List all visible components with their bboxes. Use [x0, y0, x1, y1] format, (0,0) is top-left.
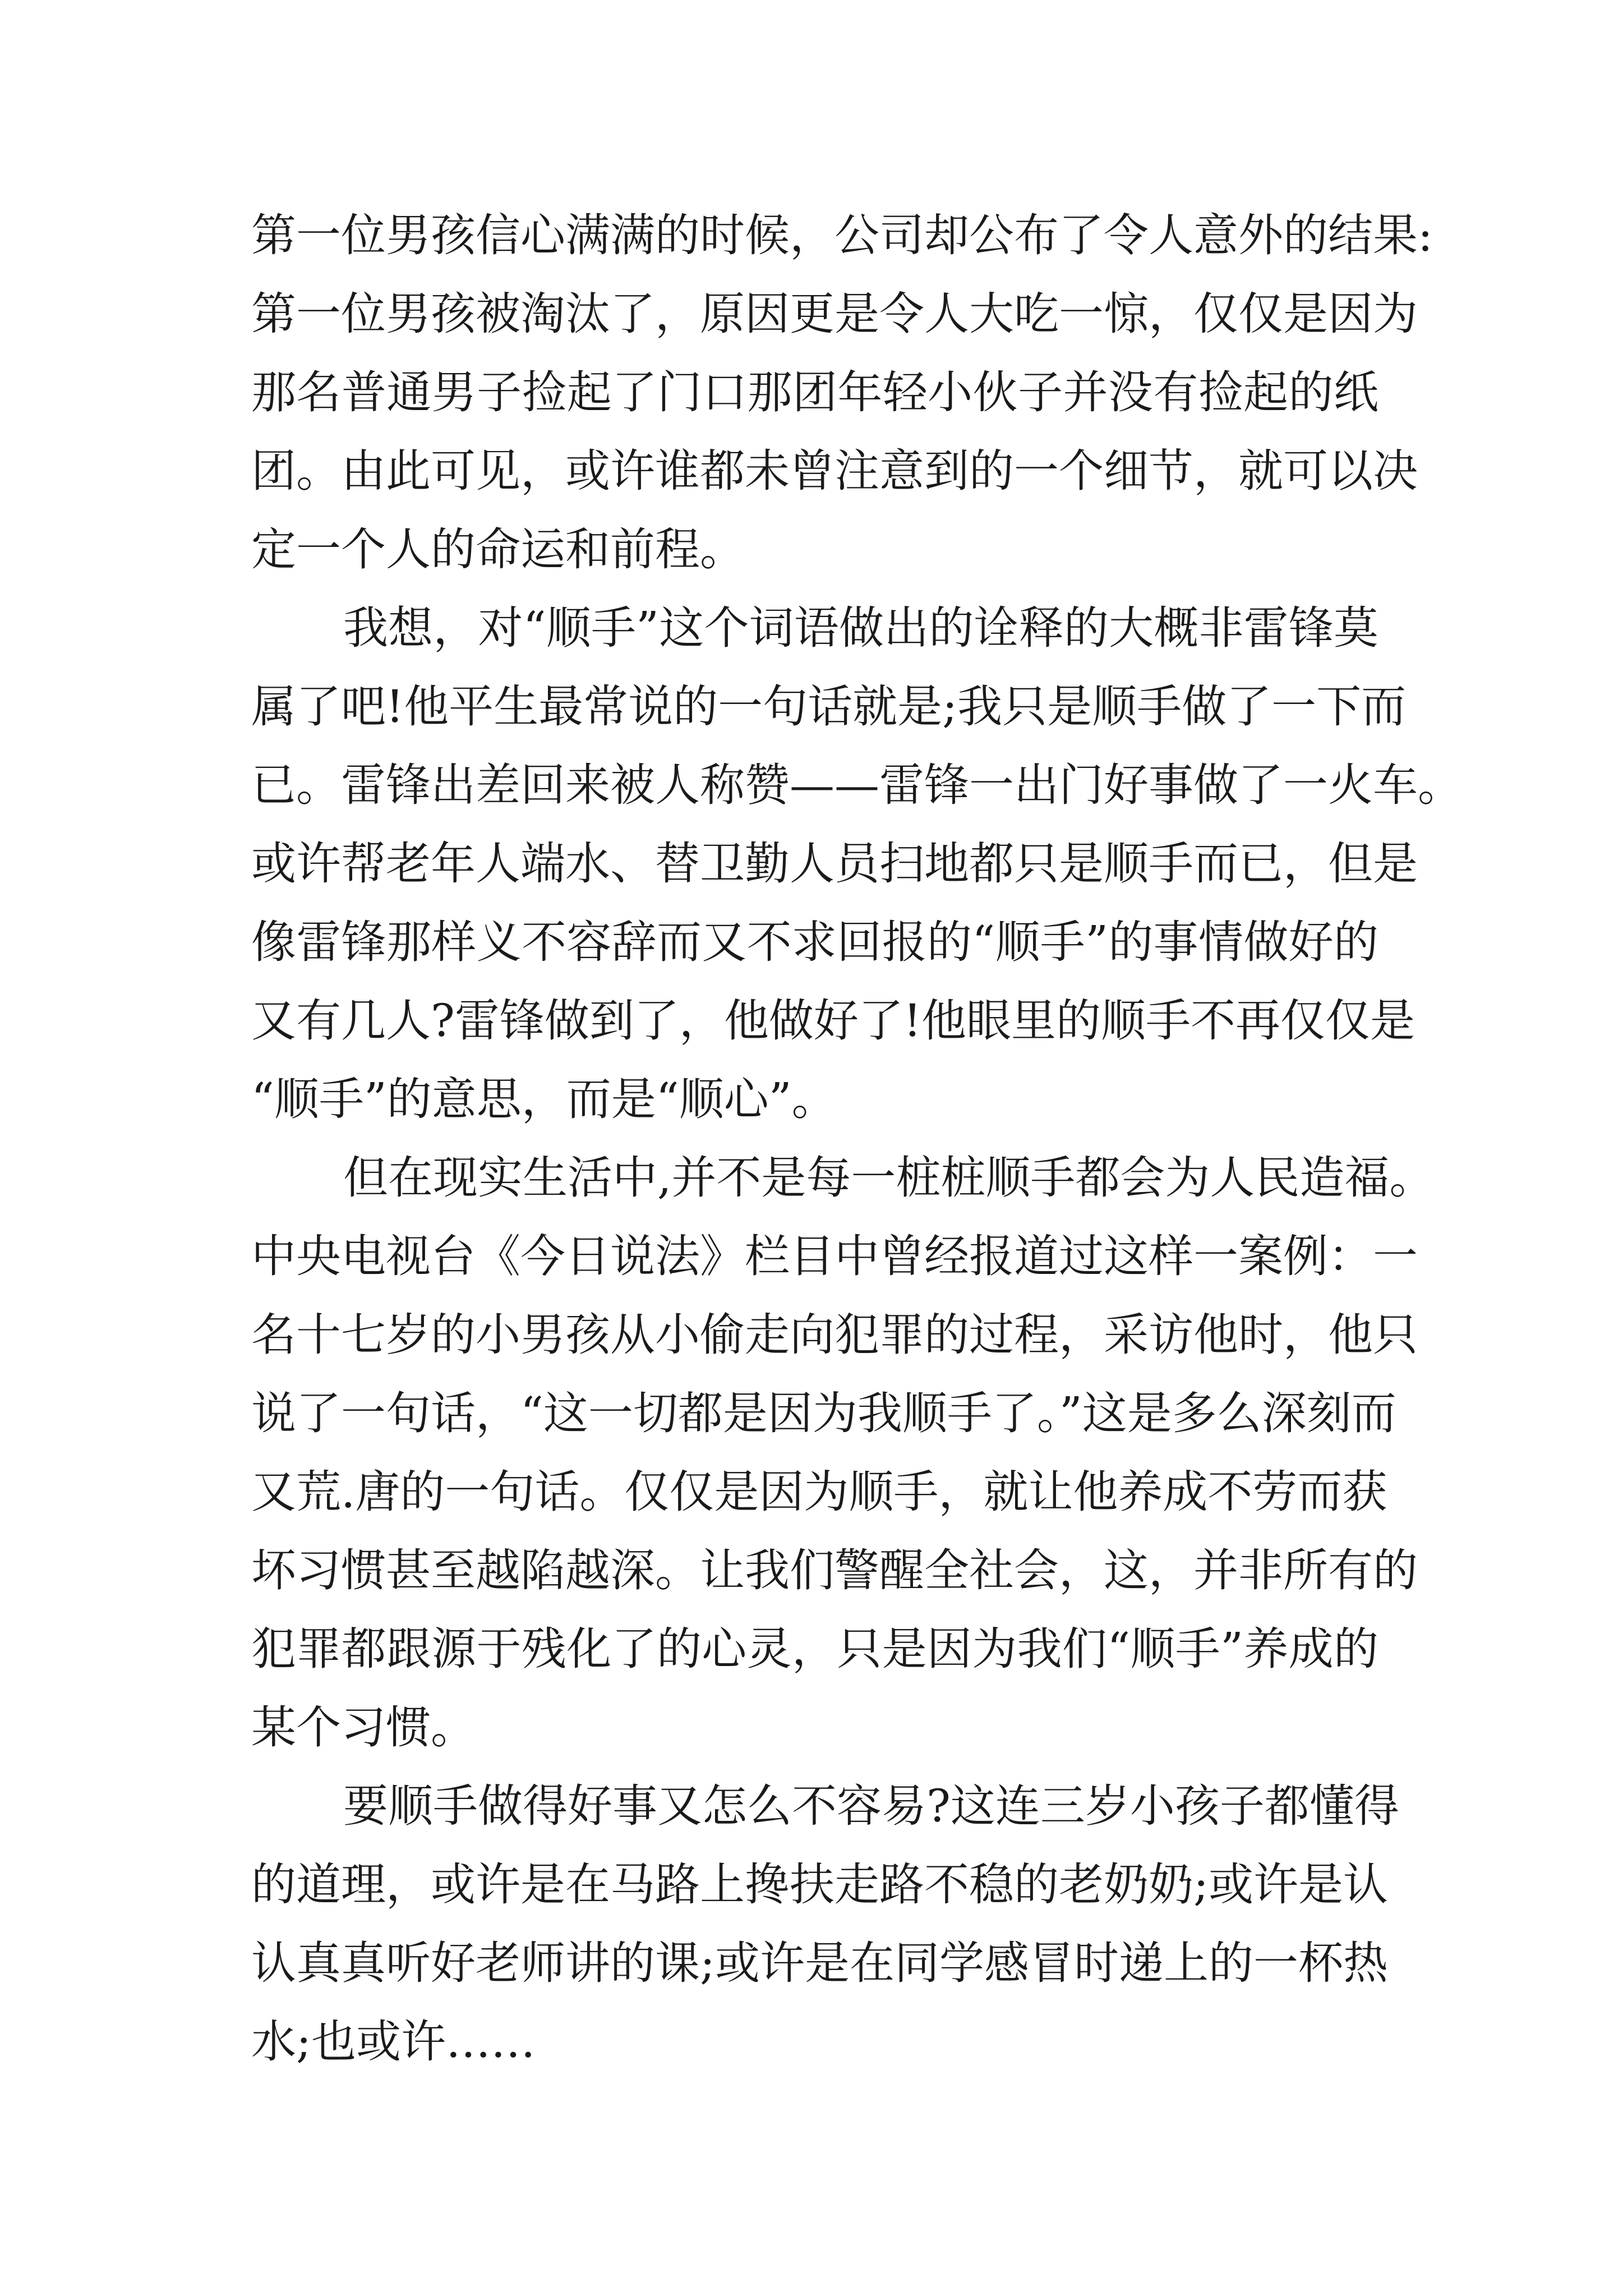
text-line: 又荒.唐的一句话。仅仅是因为顺手，就让他养成不劳而获 [251, 1466, 1387, 1518]
text-line: 名十七岁的小男孩从小偷走向犯罪的过程，采访他时，他只 [251, 1309, 1418, 1361]
text-line: 那名普通男子捡起了门口那团年轻小伙子并没有捡起的纸 [251, 366, 1378, 418]
text-line: 第一位男孩信心满满的时候，公司却公布了令人意外的结果: [251, 209, 1433, 261]
text-line: 水;也或许…… [251, 2016, 536, 2068]
paragraph-2 [251, 589, 1463, 1139]
text-line: 像雷锋那样义不容辞而又不求回报的“顺手”的事情做好的 [251, 916, 1378, 968]
paragraph-1 [251, 196, 1433, 589]
document-body [251, 196, 1463, 2081]
text-line: 我想，对“顺手”这个词语做出的诠释的大概非雷锋莫 [343, 602, 1378, 654]
text-line: “顺手”的意思，而是“顺心”。 [251, 1073, 837, 1125]
text-line: 犯罪都跟源于残化了的心灵，只是因为我们“顺手”养成的 [251, 1623, 1378, 1675]
text-line: 某个习惯。 [251, 1701, 476, 1754]
text-line: 属了吧!他平生最常说的一句话就是;我只是顺手做了一下而 [251, 680, 1407, 733]
text-line: 坏习惯甚至越陷越深。让我们警醒全社会，这，并非所有的 [251, 1544, 1418, 1596]
text-line: 已。雷锋出差回来被人称赞——雷锋一出门好事做了一火车。 [251, 759, 1463, 811]
text-line: 或许帮老年人端水、替卫勤人员扫地都只是顺手而已，但是 [251, 838, 1418, 890]
paragraph-3 [251, 1139, 1435, 1767]
text-line: 要顺手做得好事又怎么不容易?这连三岁小孩子都懂得 [343, 1780, 1399, 1832]
text-line: 但在现实生活中,并不是每一桩桩顺手都会为人民造福。 [343, 1152, 1435, 1204]
text-line: 又有几人?雷锋做到了，他做好了!他眼里的顺手不再仅仅是 [251, 995, 1415, 1047]
text-line: 中央电视台《今日说法》栏目中曾经报道过这样一案例：一 [251, 1230, 1418, 1282]
text-line: 团。由此可见，或许谁都未曾注意到的一个细节，就可以决 [251, 445, 1418, 497]
paragraph-4 [251, 1767, 1399, 2081]
text-line: 定一个人的命运和前程。 [251, 523, 745, 576]
text-line: 认真真听好老师讲的课;或许是在同学感冒时递上的一杯热 [251, 1937, 1388, 1989]
text-line: 的道理，或许是在马路上搀扶走路不稳的老奶奶;或许是认 [251, 1858, 1388, 1911]
text-line: 第一位男孩被淘汰了，原因更是令人大吃一惊，仅仅是因为 [251, 288, 1418, 340]
text-line: 说了一句话，“这一切都是因为我顺手了。”这是多么深刻而 [251, 1387, 1396, 1439]
